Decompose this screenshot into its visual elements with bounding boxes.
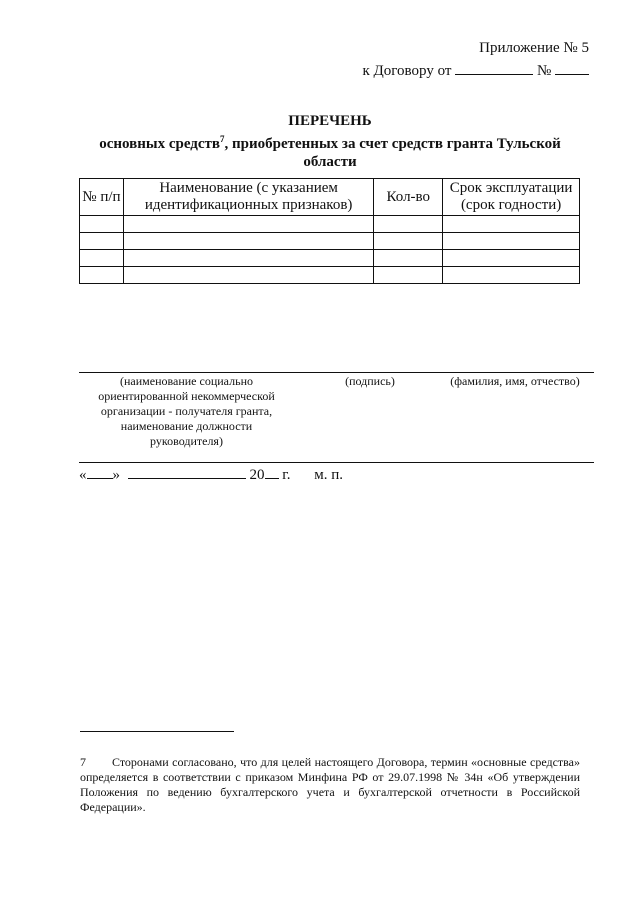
quote-open: « bbox=[79, 467, 87, 483]
table-cell[interactable] bbox=[374, 233, 443, 250]
org-caption: (наименование социально ориентированной некоммерческой организации - получателя гранта, наименование должности руководителя) bbox=[98, 374, 275, 448]
table-cell[interactable] bbox=[80, 267, 124, 284]
assets-table bbox=[79, 178, 580, 284]
contract-date-blank bbox=[455, 60, 533, 75]
table-row bbox=[80, 233, 580, 250]
quote-close: » bbox=[112, 467, 120, 483]
footnote-rule bbox=[80, 731, 234, 732]
table-cell[interactable] bbox=[123, 250, 374, 267]
col-name: Наименование (с указанием идентификационных признаков) bbox=[123, 179, 374, 216]
title-line1: ПЕРЕЧЕНЬ bbox=[288, 113, 372, 129]
day-blank bbox=[87, 464, 113, 479]
date-separator-line bbox=[79, 462, 594, 463]
contract-reference bbox=[362, 60, 589, 80]
table-cell[interactable] bbox=[443, 216, 580, 233]
name-caption: (фамилия, имя, отчество) bbox=[450, 374, 580, 388]
table-cell[interactable] bbox=[80, 250, 124, 267]
signature-line bbox=[79, 372, 594, 373]
title-line3: области bbox=[303, 154, 357, 170]
footnote-ref: 7 bbox=[220, 134, 225, 144]
appendix-title: Приложение № 5 bbox=[479, 40, 589, 56]
table-row bbox=[80, 250, 580, 267]
table-cell[interactable] bbox=[123, 233, 374, 250]
date-line bbox=[79, 464, 343, 484]
stamp-place: м. п. bbox=[314, 467, 343, 483]
table-row bbox=[80, 267, 580, 284]
table-cell[interactable] bbox=[374, 216, 443, 233]
table-cell[interactable] bbox=[374, 267, 443, 284]
year-blank bbox=[265, 464, 279, 479]
footnote bbox=[80, 755, 580, 815]
table-cell[interactable] bbox=[374, 250, 443, 267]
footnote-number: 7 bbox=[80, 755, 86, 769]
contract-number-blank bbox=[555, 60, 589, 75]
year-prefix: 20 bbox=[249, 467, 265, 483]
number-sign: № bbox=[536, 63, 552, 79]
table-header-row bbox=[80, 179, 580, 216]
table-cell[interactable] bbox=[443, 233, 580, 250]
col-service-life: Срок эксплуатации (срок годности) bbox=[443, 179, 580, 216]
table-cell[interactable] bbox=[80, 233, 124, 250]
table-cell[interactable] bbox=[443, 250, 580, 267]
table-cell[interactable] bbox=[123, 216, 374, 233]
table-cell[interactable] bbox=[123, 267, 374, 284]
table-cell[interactable] bbox=[443, 267, 580, 284]
table-row bbox=[80, 216, 580, 233]
title-line2 bbox=[80, 130, 580, 153]
document-title bbox=[80, 112, 580, 171]
title-line2-start: основных средств bbox=[99, 136, 221, 152]
col-quantity: Кол-во bbox=[374, 179, 443, 216]
month-blank bbox=[128, 464, 246, 479]
signature-caption: (подпись) bbox=[345, 374, 395, 388]
title-line2-end: , приобретенных за счет средств гранта Тульской bbox=[224, 136, 561, 152]
footnote-text: Сторонами согласовано, что для целей настоящего Договора, термин «основные средства» определяется в соответствии с приказом Минфина РФ от 29.07.1998 № 34н «Об утверждении Положения по ведению бухгалтерского учета и бухгалтерской отчетности в Российской Федерации». bbox=[80, 755, 580, 814]
year-suffix: г. bbox=[282, 467, 291, 483]
col-number: № п/п bbox=[80, 179, 124, 216]
table-cell[interactable] bbox=[80, 216, 124, 233]
contract-prefix: к Договору от bbox=[362, 63, 452, 79]
